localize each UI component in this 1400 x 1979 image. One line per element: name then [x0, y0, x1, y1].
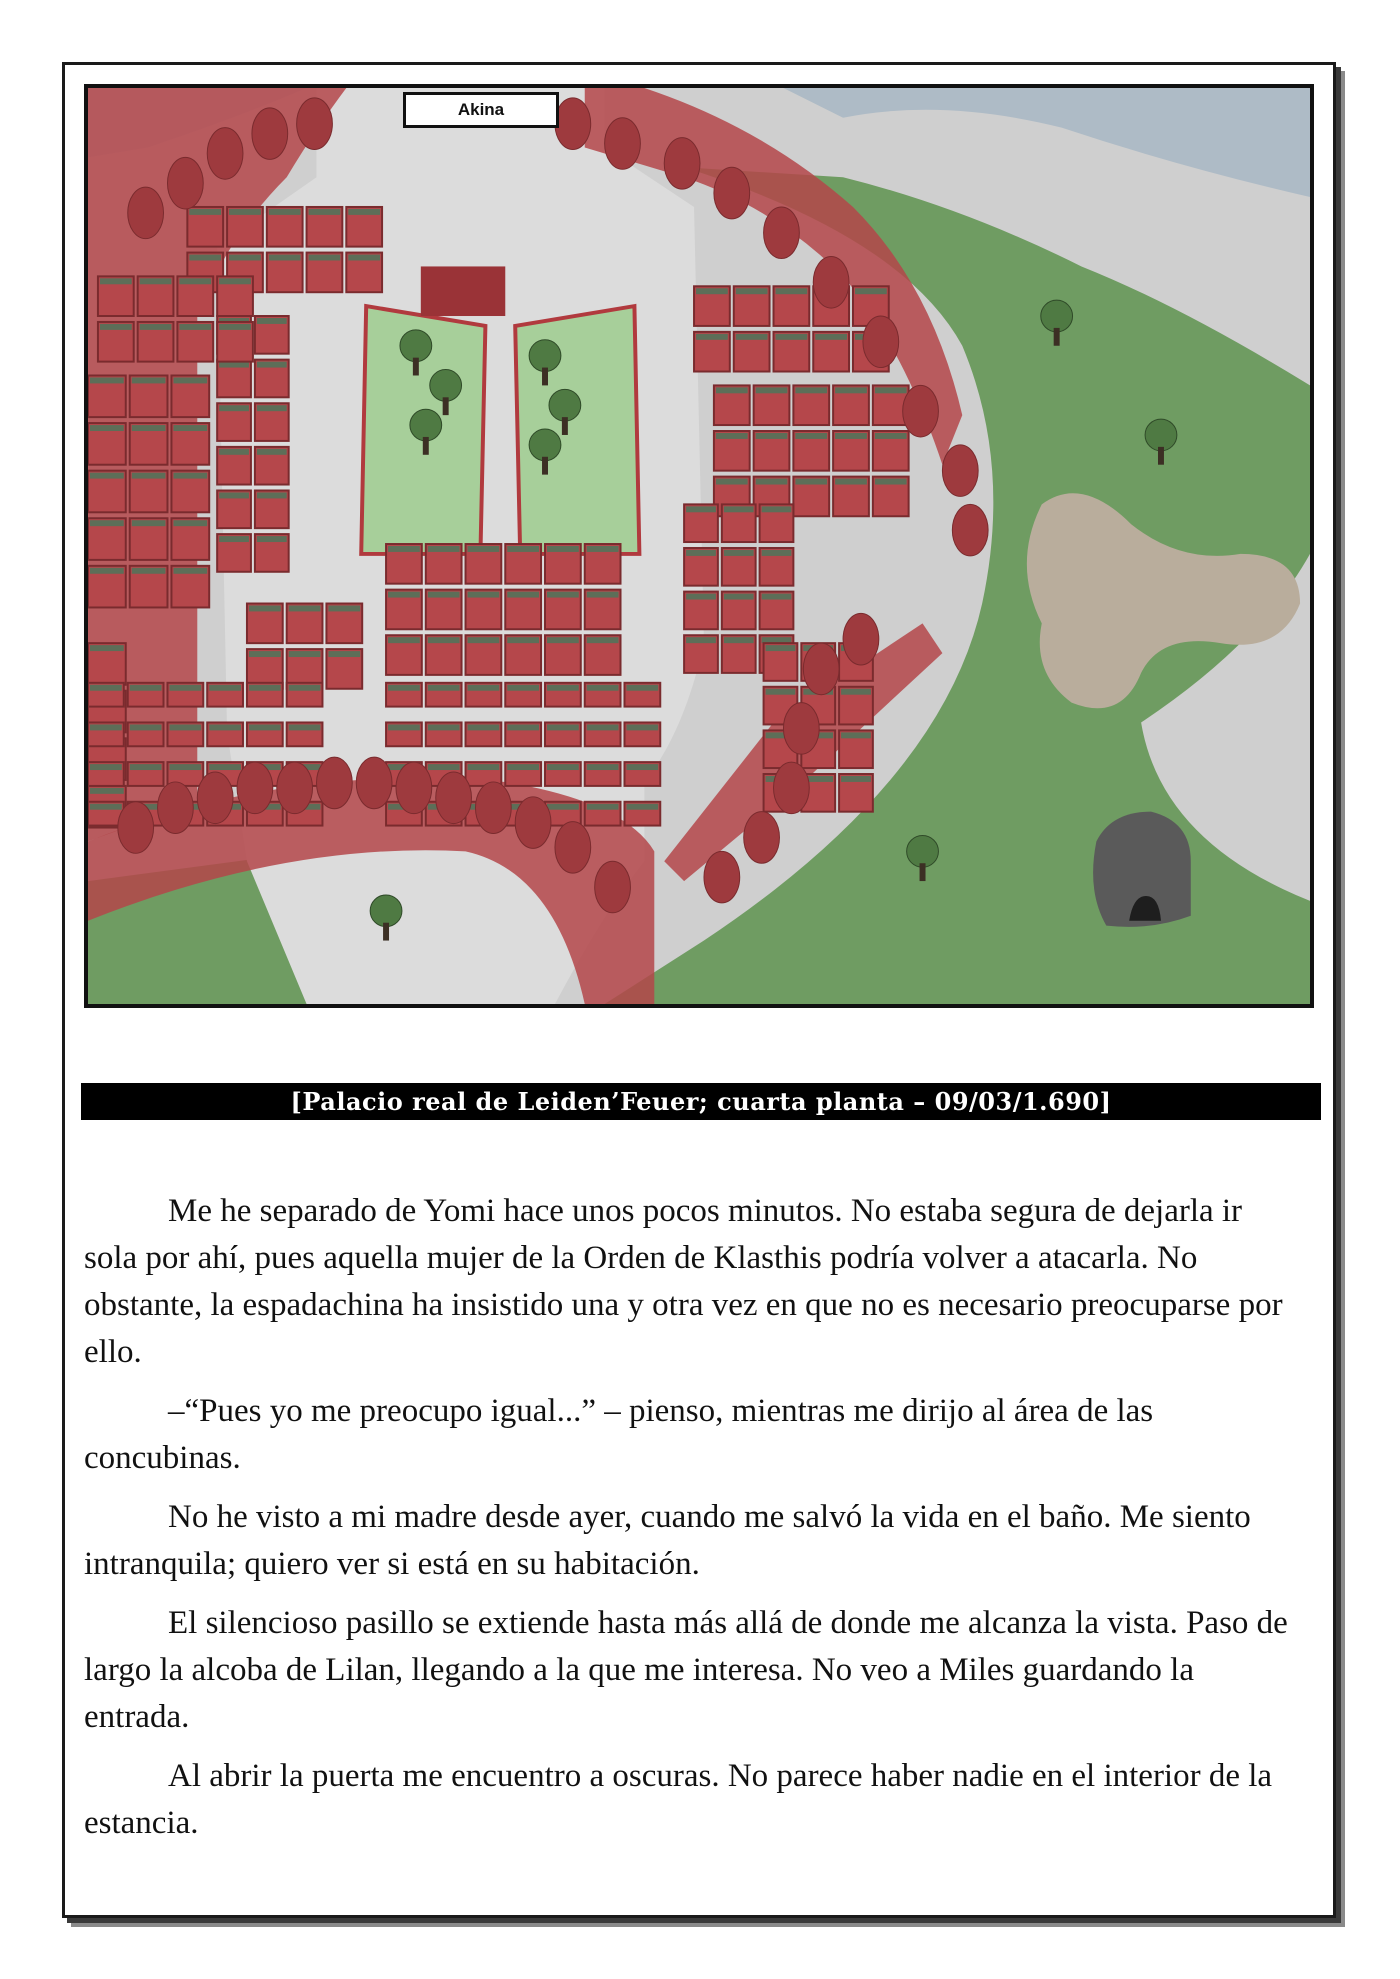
roof-ridge — [90, 724, 122, 730]
roof-ridge — [507, 764, 539, 770]
roof-ridge — [875, 433, 907, 439]
roof-ridge — [257, 318, 287, 324]
roof-ridge — [795, 433, 827, 439]
roof-ridge — [696, 288, 728, 294]
tower-roof — [942, 445, 978, 497]
roof-ridge — [257, 362, 287, 368]
tree-trunk — [423, 437, 429, 455]
tower-roof — [952, 504, 988, 556]
roof-ridge — [209, 724, 241, 730]
tower-roof — [595, 861, 631, 913]
tree-trunk — [383, 923, 389, 941]
roof-ridge — [179, 324, 211, 330]
tower-roof — [252, 108, 288, 160]
tree — [430, 370, 462, 402]
roof-ridge — [100, 324, 132, 330]
roof-ridge — [132, 377, 166, 383]
roof-ridge — [547, 592, 579, 598]
roof-ridge — [229, 255, 261, 261]
roof-ridge — [815, 334, 847, 340]
roof-ridge — [348, 209, 380, 215]
roof-ridge — [766, 645, 796, 651]
roof-ridge — [90, 425, 124, 431]
roof-ridge — [269, 255, 301, 261]
roof-ridge — [130, 724, 162, 730]
roof-ridge — [547, 685, 579, 691]
roof-ridge — [724, 594, 754, 600]
tree-trunk — [542, 457, 548, 475]
roof-ridge — [795, 387, 827, 393]
tree — [370, 895, 402, 927]
tower-roof — [317, 757, 353, 809]
roof-ridge — [219, 449, 249, 455]
roof-ridge — [855, 288, 887, 294]
roof-ridge — [132, 473, 166, 479]
roof-ridge — [209, 685, 241, 691]
roof-ridge — [140, 324, 172, 330]
roof-ridge — [249, 651, 281, 657]
garden-right — [515, 306, 639, 554]
roof-ridge — [696, 334, 728, 340]
tower-roof — [664, 138, 700, 190]
roof-ridge — [736, 288, 768, 294]
roof-ridge — [289, 685, 321, 691]
tree — [907, 835, 939, 867]
roof-ridge — [756, 479, 788, 485]
tree-trunk — [542, 368, 548, 386]
roof-ridge — [169, 724, 201, 730]
tower-roof — [605, 118, 641, 170]
roof-ridge — [90, 377, 124, 383]
tree — [400, 330, 432, 362]
roof-ridge — [309, 209, 341, 215]
paragraph-2: –“Pues yo me preocupo igual...” – pienso, mientras me dirijo al área de las concubinas. — [84, 1393, 1154, 1476]
roof-ridge — [257, 536, 287, 542]
roof-ridge — [587, 592, 619, 598]
tower-roof — [903, 385, 939, 437]
roof-ridge — [507, 637, 539, 643]
roof-ridge — [388, 546, 420, 552]
roof-ridge — [169, 685, 201, 691]
roof-ridge — [547, 637, 579, 643]
roof-ridge — [724, 637, 754, 643]
roof-ridge — [132, 520, 166, 526]
tower-roof — [863, 316, 899, 368]
roof-ridge — [189, 255, 221, 261]
roof-ridge — [179, 278, 211, 284]
roof-ridge — [724, 550, 754, 556]
map-illustration — [88, 88, 1310, 1004]
body-text — [84, 1188, 1296, 1859]
roof-ridge — [835, 433, 867, 439]
roof-ridge — [219, 536, 249, 542]
roof-ridge — [249, 605, 281, 611]
roof-ridge — [388, 637, 420, 643]
palace-stairs — [421, 266, 505, 316]
roof-ridge — [756, 433, 788, 439]
roof-ridge — [875, 479, 907, 485]
tower-roof — [128, 187, 164, 239]
roof-ridge — [762, 550, 792, 556]
tower-roof — [764, 207, 800, 259]
tower-roof — [774, 762, 810, 814]
roof-ridge — [388, 685, 420, 691]
roof-ridge — [762, 506, 792, 512]
roof-ridge — [547, 764, 579, 770]
roof-ridge — [547, 546, 579, 552]
roof-ridge — [686, 550, 716, 556]
roof-ridge — [130, 764, 162, 770]
roof-ridge — [468, 764, 500, 770]
roof-ridge — [90, 788, 124, 794]
roof-ridge — [249, 724, 281, 730]
tower-roof — [207, 128, 243, 180]
tower-roof — [803, 643, 839, 695]
roof-ridge — [507, 724, 539, 730]
tree-trunk — [920, 863, 926, 881]
roof-ridge — [219, 324, 251, 330]
roof-ridge — [626, 804, 658, 810]
roof-ridge — [249, 685, 281, 691]
roof-ridge — [835, 479, 867, 485]
scene-caption: [Palacio real de Leiden’Feuer; cuarta planta – 09/03/1.690] — [81, 1083, 1321, 1120]
roof-ridge — [428, 592, 460, 598]
roof-ridge — [219, 492, 249, 498]
roof-ridge — [428, 724, 460, 730]
roof-ridge — [257, 405, 287, 411]
roof-ridge — [173, 520, 207, 526]
tower-roof — [555, 822, 591, 874]
roof-ridge — [428, 637, 460, 643]
roof-ridge — [289, 605, 321, 611]
roof-ridge — [587, 637, 619, 643]
roof-ridge — [587, 804, 619, 810]
tree — [1145, 419, 1177, 451]
tree — [529, 429, 561, 461]
roof-ridge — [468, 592, 500, 598]
roof-ridge — [388, 592, 420, 598]
roof-ridge — [169, 764, 201, 770]
roof-ridge — [547, 724, 579, 730]
roof-ridge — [468, 546, 500, 552]
roof-ridge — [507, 546, 539, 552]
roof-ridge — [468, 637, 500, 643]
paragraph-1: Me he separado de Yomi hace unos pocos minutos. No estaba segura de dejarla ir sola por ahí, pues aquella mujer de la Orden de Klasthis podría volver a atacarla. No obstante, la espadachina ha insistido una y otra vez en que no es necesario preocuparse por ello. — [84, 1193, 1283, 1370]
paragraph-5: Al abrir la puerta me encuentro a oscuras. No parece haber nadie en el interior de la estancia. — [84, 1758, 1273, 1841]
roof-ridge — [189, 209, 221, 215]
roof-ridge — [724, 506, 754, 512]
tree-trunk — [413, 358, 419, 376]
roof-ridge — [229, 209, 261, 215]
roof-ridge — [90, 645, 124, 651]
tower-roof — [783, 703, 819, 755]
roof-ridge — [775, 288, 807, 294]
roof-ridge — [173, 425, 207, 431]
roof-ridge — [90, 804, 122, 810]
tower-roof — [396, 762, 432, 814]
roof-ridge — [716, 387, 748, 393]
roof-ridge — [686, 594, 716, 600]
roof-ridge — [428, 546, 460, 552]
roof-ridge — [130, 685, 162, 691]
tree — [410, 409, 442, 441]
roof-ridge — [90, 568, 124, 574]
roof-ridge — [257, 449, 287, 455]
roof-ridge — [716, 479, 748, 485]
tower-roof — [555, 98, 591, 150]
tree-trunk — [1158, 447, 1164, 465]
tree-trunk — [562, 417, 568, 435]
roof-ridge — [626, 764, 658, 770]
tower-roof — [704, 851, 740, 903]
roof-ridge — [468, 685, 500, 691]
roof-ridge — [841, 732, 871, 738]
paragraph-3: No he visto a mi madre desde ayer, cuando me salvó la vida en el baño. Me siento intranquila; quiero ver si está en su habitación. — [84, 1499, 1251, 1582]
tree — [1041, 300, 1073, 332]
roof-ridge — [173, 377, 207, 383]
roof-ridge — [841, 689, 871, 695]
roof-ridge — [173, 568, 207, 574]
roof-ridge — [587, 546, 619, 552]
roof-ridge — [269, 209, 301, 215]
roof-ridge — [428, 764, 460, 770]
roof-ridge — [132, 568, 166, 574]
roof-ridge — [795, 479, 827, 485]
roof-ridge — [626, 685, 658, 691]
roof-ridge — [775, 334, 807, 340]
roof-ridge — [209, 764, 241, 770]
roof-ridge — [289, 724, 321, 730]
paragraph-4: El silencioso pasillo se extiende hasta más allá de donde me alcanza la vista. Paso de largo la alcoba de Lilan, llegando a la que me interesa. No veo a Miles guardando la entrada. — [84, 1605, 1288, 1735]
roof-ridge — [716, 433, 748, 439]
tower-roof — [197, 772, 233, 824]
roof-ridge — [507, 685, 539, 691]
roof-ridge — [766, 689, 796, 695]
roof-ridge — [388, 724, 420, 730]
tower-roof — [515, 797, 551, 849]
tower-roof — [237, 762, 273, 814]
roof-ridge — [468, 724, 500, 730]
tower-roof — [475, 782, 511, 834]
tree — [549, 389, 581, 421]
roof-ridge — [257, 492, 287, 498]
tower-roof — [813, 257, 849, 309]
roof-ridge — [90, 685, 122, 691]
roof-ridge — [587, 724, 619, 730]
roof-ridge — [587, 685, 619, 691]
roof-ridge — [686, 637, 716, 643]
roof-ridge — [841, 776, 871, 782]
roof-ridge — [289, 651, 321, 657]
roof-ridge — [835, 387, 867, 393]
roof-ridge — [90, 520, 124, 526]
roof-ridge — [736, 334, 768, 340]
roof-ridge — [90, 473, 124, 479]
roof-ridge — [140, 278, 172, 284]
roof-ridge — [875, 387, 907, 393]
roof-ridge — [219, 405, 249, 411]
roof-ridge — [428, 685, 460, 691]
tower-roof — [843, 613, 879, 665]
tower-roof — [714, 167, 750, 219]
roof-ridge — [309, 255, 341, 261]
tower-roof — [158, 782, 194, 834]
tower-roof — [356, 757, 392, 809]
roof-ridge — [762, 594, 792, 600]
tower-roof — [436, 772, 472, 824]
roof-ridge — [626, 724, 658, 730]
roof-ridge — [348, 255, 380, 261]
tower-roof — [744, 812, 780, 864]
palace-floor-map — [84, 84, 1314, 1008]
roof-ridge — [587, 764, 619, 770]
tree-trunk — [1054, 328, 1060, 346]
tree-trunk — [443, 397, 449, 415]
tree — [529, 340, 561, 372]
roof-ridge — [328, 651, 360, 657]
roof-ridge — [686, 506, 716, 512]
tower-roof — [118, 802, 154, 854]
roof-ridge — [132, 425, 166, 431]
roof-ridge — [100, 278, 132, 284]
tower-roof — [277, 762, 313, 814]
roof-ridge — [219, 278, 251, 284]
roof-ridge — [756, 387, 788, 393]
tower-roof — [297, 98, 333, 150]
roof-ridge — [507, 592, 539, 598]
map-label: Akina — [403, 92, 559, 128]
roof-ridge — [328, 605, 360, 611]
roof-ridge — [173, 473, 207, 479]
tower-roof — [167, 157, 203, 209]
roof-ridge — [90, 764, 122, 770]
roof-ridge — [547, 804, 579, 810]
